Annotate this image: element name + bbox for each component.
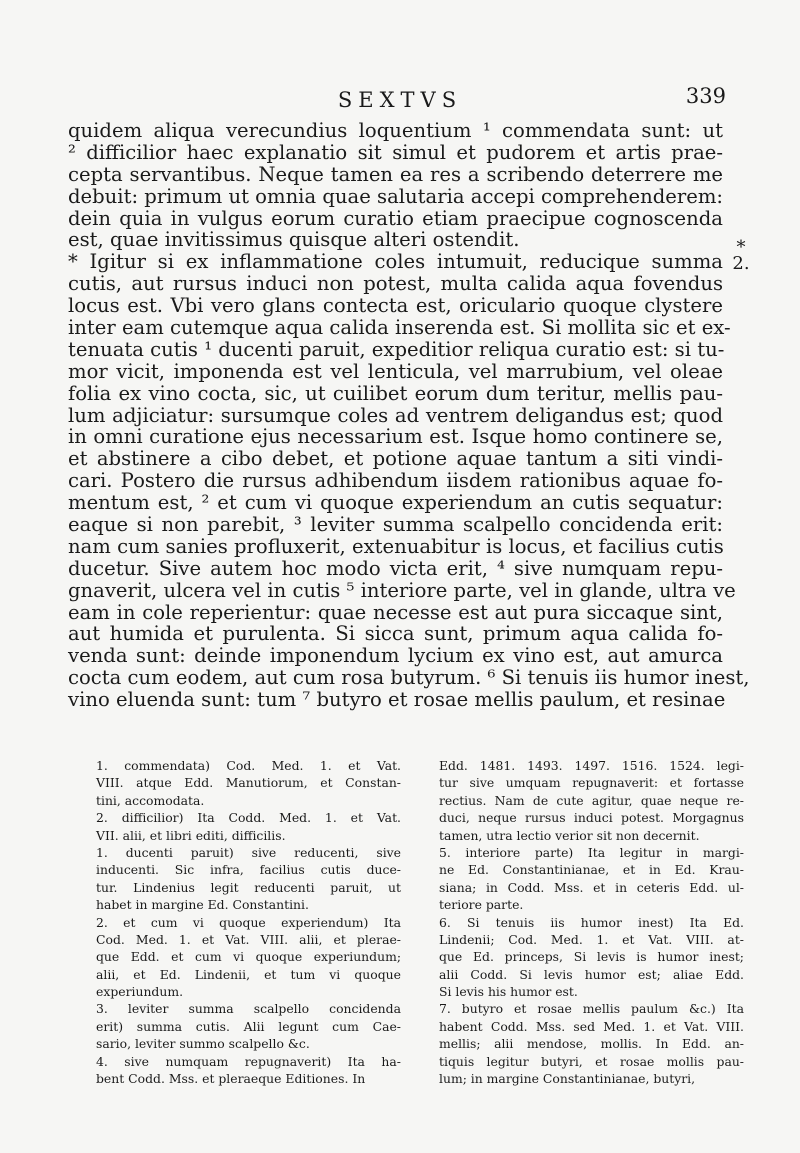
footnote-line: 2. et cum vi quoque experiendum) Ita [96, 914, 401, 930]
footnote-line: alii, et Ed. Lindenii, et tum vi quoque [96, 966, 401, 982]
footnotes-left-column [96, 757, 401, 1087]
footnote-line: duci, neque rursus induci potest. Morgagnus [439, 810, 744, 826]
footnote-line: erit) summa cutis. Alii legunt cum Cae- [96, 1018, 401, 1034]
text-line: cocta cum eodem, aut cum rosa butyrum. ⁶ Si tenuis iis humor inest, [68, 666, 750, 690]
footnote-line: Edd. 1481. 1493. 1497. 1516. 1524. legi- [439, 758, 744, 773]
margin-note-number: 2. [732, 253, 750, 274]
footnotes-right-column [439, 757, 744, 1087]
footnote-line: 5. interiore parte) Ita legitur in margi- [439, 844, 744, 860]
text-line: eam in cole reperientur: quae necesse est aut pura siccaque sint, [68, 600, 723, 624]
footnote-line: 1. ducenti paruit) sive reducenti, sive [96, 844, 401, 860]
text-line: ducetur. Sive autem hoc modo victa erit, ⁴ sive numquam repu- [68, 556, 723, 580]
footnote-line: tur sive umquam repugnaverit: et fortasse [439, 775, 744, 791]
text-line: vino eluenda sunt: tum ⁷ butyro et rosae mellis paulum, et resinae [68, 688, 726, 712]
text-line: folia ex vino cocta, sic, ut cuilibet eorum dum teritur, mellis pau- [68, 381, 723, 405]
text-line: cari. Postero die rursus adhibendum iisdem rationibus aquae fo- [68, 469, 723, 493]
text-line: cutis, aut rursus induci non potest, multa calida aqua fovendus [68, 272, 723, 296]
footnote-line: bent Codd. Mss. et pleraeque Editiones. In [96, 1071, 366, 1087]
text-line: est, quae invitissimus quisque alteri ostendit. [68, 228, 520, 252]
text-line: quidem aliqua verecundius loquentium ¹ commendata sunt: ut [68, 119, 723, 142]
text-line: ² difficilior haec explanatio sit simul et pudorem et artis prae- [68, 140, 723, 164]
footnote-line: experiundum. [96, 984, 184, 1000]
footnote-line: VIII. atque Edd. Manutiorum, et Constan- [96, 775, 401, 791]
text-line: lum adjiciatur: sursumque coles ad ventrem deligandus est; quod [68, 403, 723, 427]
footnote-line: sario, leviter summo scalpello &c. [96, 1036, 310, 1052]
text-line: locus est. Vbi vero glans contecta est, oriculario quoque clystere [68, 294, 723, 318]
footnote-line: Lindenii; Cod. Med. 1. et Vat. VIII. at- [439, 931, 744, 947]
footnotes [96, 757, 744, 1087]
footnote-line: alii Codd. Si levis humor est; aliae Edd. [439, 966, 744, 982]
main-text [68, 119, 750, 712]
text-line: tenuata cutis ¹ ducenti paruit, expeditior reliqua curatio est: si tu- [68, 337, 725, 361]
text-line: * Igitur si ex inflammatione coles intumuit, reducique summa [68, 250, 723, 274]
footnote-line: siana; in Codd. Mss. et in ceteris Edd. ul- [439, 879, 744, 895]
text-line: venda sunt: deinde imponendum lycium ex vino est, aut amurca [68, 644, 723, 668]
footnote-line: rectius. Nam de cute agitur, quae neque re- [439, 792, 744, 808]
text-line: nam cum sanies profluxerit, extenuabitur is locus, et facilius cutis [68, 534, 724, 558]
footnote-line: 7. butyro et rosae mellis paulum &c.) Ita [439, 1001, 744, 1017]
text-line: cepta servantibus. Neque tamen ea res a scribendo deterrere me [68, 162, 723, 186]
page-header [80, 84, 726, 116]
margin-note-mark: * [736, 237, 746, 258]
footnote-line: Cod. Med. 1. et Vat. VIII. alii, et plerae- [96, 931, 401, 947]
footnote-line: que Edd. et cum vi quoque experiundum; [96, 949, 401, 965]
footnote-line: habent Codd. Mss. sed Med. 1. et Vat. VIII. [439, 1018, 744, 1034]
text-line: debuit: primum ut omnia quae salutaria accepi comprehenderem: [68, 184, 723, 208]
margin-note [730, 237, 752, 274]
footnote-line: lum; in margine Constantinianae, butyri, [439, 1071, 696, 1087]
text-line: gnaverit, ulcera vel in cutis ⁵ interiore parte, vel in glande, ultra ve [68, 578, 736, 602]
footnote-line: 3. leviter summa scalpello concidenda [96, 1001, 401, 1017]
footnote-line: tamen, utra lectio verior sit non decernit. [439, 827, 700, 843]
footnote-line: 6. Si tenuis iis humor inest) Ita Ed. [439, 914, 744, 930]
footnote-line: teriore parte. [439, 897, 524, 913]
footnote-line: tur. Lindenius legit reducenti paruit, ut [96, 879, 401, 895]
footnote-line: tiquis legitur butyri, et rosae mollis pau- [439, 1053, 744, 1069]
footnote-line: 1. commendata) Cod. Med. 1. et Vat. [96, 758, 401, 773]
footnote-line: inducenti. Sic infra, facilius cutis duce- [96, 862, 401, 878]
text-line: mentum est, ² et cum vi quoque experiendum an cutis sequatur: [68, 491, 723, 515]
text-line: inter eam cutemque aqua calida inserenda est. Si mollita sic et ex- [68, 316, 731, 340]
footnote-line: 2. difficilior) Ita Codd. Med. 1. et Vat. [96, 810, 401, 826]
running-title: SEXTVS [337, 88, 463, 112]
page-number: 339 [685, 84, 726, 108]
text-line: eaque si non parebit, ³ leviter summa scalpello concidenda erit: [68, 513, 723, 537]
footnote-line: mellis; alii mendose, mollis. In Edd. an- [439, 1036, 744, 1052]
text-line: mor vicit, imponenda est vel lenticula, vel marrubium, vel oleae [68, 359, 723, 383]
footnote-line: VII. alii, et libri editi, difficilis. [96, 827, 286, 843]
text-line: aut humida et purulenta. Si sicca sunt, primum aqua calida fo- [68, 622, 723, 646]
text-line: in omni curatione ejus necessarium est. Isque homo continere se, [68, 425, 723, 449]
text-line: et abstinere a cibo debet, et potione aquae tantum a siti vindi- [68, 447, 723, 471]
footnote-line: habet in margine Ed. Constantini. [96, 897, 309, 913]
footnote-line: tini, accomodata. [96, 792, 205, 808]
footnote-line: que Ed. princeps, Si levis is humor inest; [439, 949, 744, 965]
footnote-line: ne Ed. Constantinianae, et in Ed. Krau- [439, 862, 744, 878]
footnote-line: 4. sive numquam repugnaverit) Ita ha- [96, 1053, 401, 1069]
footnote-line: Si levis his humor est. [439, 984, 578, 1000]
text-line: dein quia in vulgus eorum curatio etiam praecipue cognoscenda [68, 206, 723, 230]
